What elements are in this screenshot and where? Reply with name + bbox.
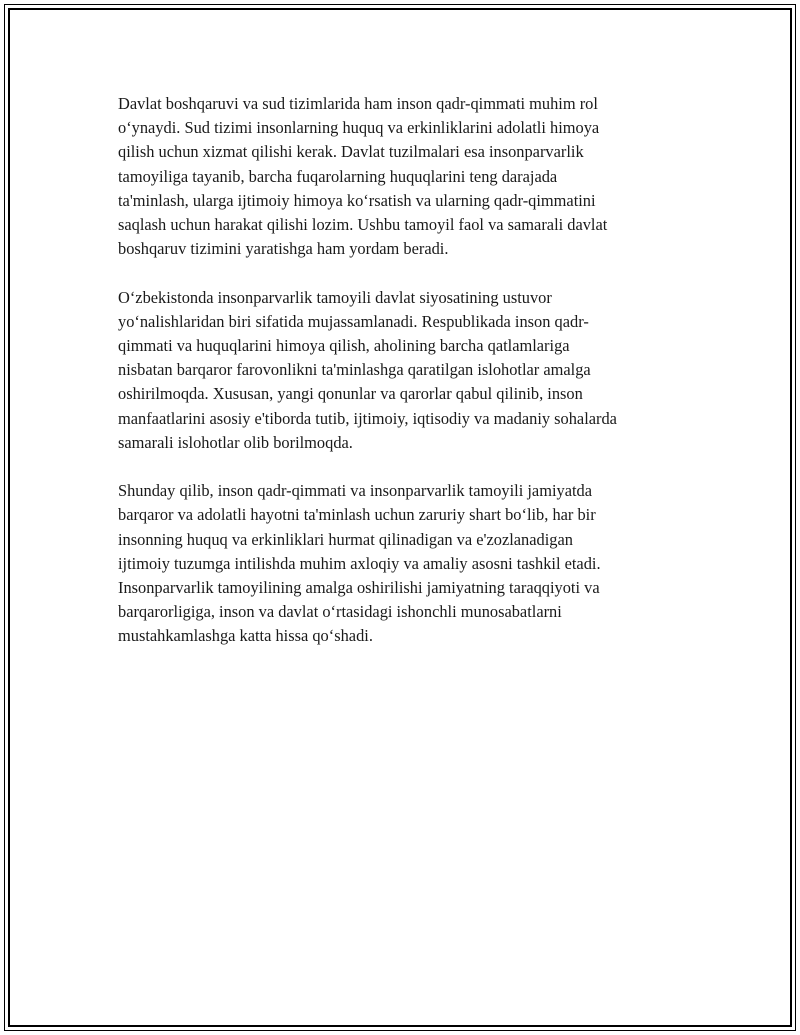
text-line: ijtimoiy tuzumga intilishda muhim axloqiy va amaliy asosni tashkil etadi. (118, 553, 601, 573)
text-line: tamoyiliga tayanib, barcha fuqarolarning huquqlarini teng darajada (118, 166, 558, 186)
paragraph (118, 286, 684, 455)
document-body (118, 92, 684, 673)
text-line: barqaror va adolatli hayotni ta'minlash uchun zaruriy shart bo‘lib, har bir (118, 505, 596, 525)
text-line: insonning huquq va erkinliklari hurmat qilinadigan va e'zozlanadigan (118, 529, 573, 549)
text-line: o‘ynaydi. Sud tizimi insonlarning huquq va erkinliklarini adolatli himoya (118, 118, 600, 138)
text-line: manfaatlarini asosiy e'tiborda tutib, ijtimoiy, iqtisodiy va madaniy sohalarda (118, 408, 617, 428)
text-line: boshqaruv tizimini yaratishga ham yordam beradi. (118, 239, 449, 259)
text-line: Davlat boshqaruvi va sud tizimlarida ham inson qadr-qimmati muhim rol (118, 94, 598, 113)
text-line: Shunday qilib, inson qadr-qimmati va insonparvarlik tamoyili jamiyatda (118, 481, 593, 501)
text-line: ta'minlash, ularga ijtimoiy himoya ko‘rsatish va ularning qadr-qimmatini (118, 190, 596, 210)
text-line: samarali islohotlar olib borilmoqda. (118, 432, 353, 452)
text-line: oshirilmoqda. Xususan, yangi qonunlar va qarorlar qabul qilinib, inson (118, 384, 583, 404)
text-line: mustahkamlashga katta hissa qo‘shadi. (118, 626, 373, 646)
text-line: barqarorligiga, inson va davlat o‘rtasidagi ishonchli munosabatlarni (118, 602, 562, 622)
text-line: qilish uchun xizmat qilishi kerak. Davlat tuzilmalari esa insonparvarlik (118, 142, 584, 162)
text-line: saqlash uchun harakat qilishi lozim. Ushbu tamoyil faol va samarali davlat (118, 215, 608, 235)
paragraph (118, 479, 684, 648)
paragraph (118, 92, 684, 261)
text-line: Insonparvarlik tamoyilining amalga oshirilishi jamiyatning taraqqiyoti va (118, 578, 600, 598)
text-line: yo‘nalishlaridan biri sifatida mujassamlanadi. Respublikada inson qadr- (118, 311, 589, 331)
text-line: O‘zbekistonda insonparvarlik tamoyili davlat siyosatining ustuvor (118, 287, 552, 307)
text-line: qimmati va huquqlarini himoya qilish, aholining barcha qatlamlariga (118, 336, 570, 356)
text-line: nisbatan barqaror farovonlikni ta'minlashga qaratilgan islohotlar amalga (118, 360, 591, 380)
